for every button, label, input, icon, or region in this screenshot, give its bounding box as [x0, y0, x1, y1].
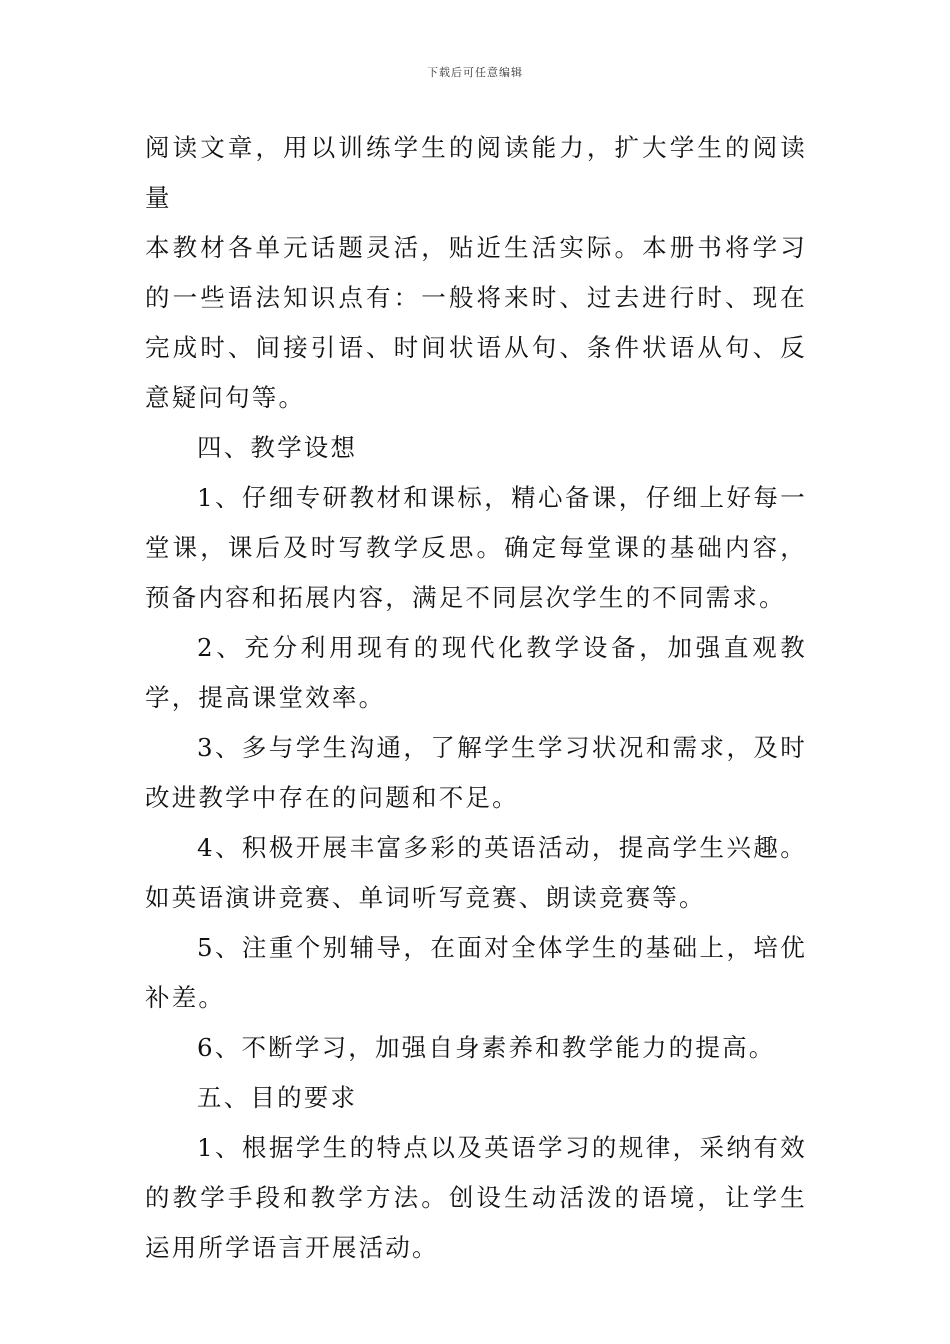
page-header: 下载后可任意编辑: [427, 66, 523, 79]
section-heading-teaching-ideas: 四、教学设想: [197, 433, 358, 462]
goal-item-1: 1、根据学生的特点以及英语学习的规律，采纳有效的教学手段和教学方法。创设生动活泼的语境，让学生运用所学语言开展活动。: [145, 1133, 807, 1262]
list-item-3: 3、多与学生沟通，了解学生学习状况和需求，及时改进教学中存在的问题和不足。: [145, 733, 807, 812]
document-body: [145, 123, 807, 1273]
list-item-6: 6、不断学习，加强自身素养和教学能力的提高。: [197, 1033, 776, 1062]
paragraph-reading: 阅读文章，用以训练学生的阅读能力，扩大学生的阅读量: [145, 133, 807, 212]
paragraph-textbook-topics: 本教材各单元话题灵活，贴近生活实际。本册书将学习的一些语法知识点有：一般将来时、过去进行时、现在完成时、间接引语、时间状语从句、条件状语从句、反意疑问句等。: [145, 233, 807, 412]
list-item-1: 1、仔细专研教材和课标，精心备课，仔细上好每一堂课，课后及时写教学反思。确定每堂课的基础内容，预备内容和拓展内容，满足不同层次学生的不同需求。: [145, 483, 807, 612]
list-item-5: 5、注重个别辅导，在面对全体学生的基础上，培优补差。: [145, 933, 807, 1012]
list-item-4: 4、积极开展丰富多彩的英语活动，提高学生兴趣。如英语演讲竞赛、单词听写竞赛、朗读竞赛等。: [145, 833, 807, 912]
section-heading-goals: 五、目的要求: [197, 1083, 358, 1112]
list-item-2: 2、充分利用现有的现代化教学设备，加强直观教学，提高课堂效率。: [145, 633, 807, 712]
